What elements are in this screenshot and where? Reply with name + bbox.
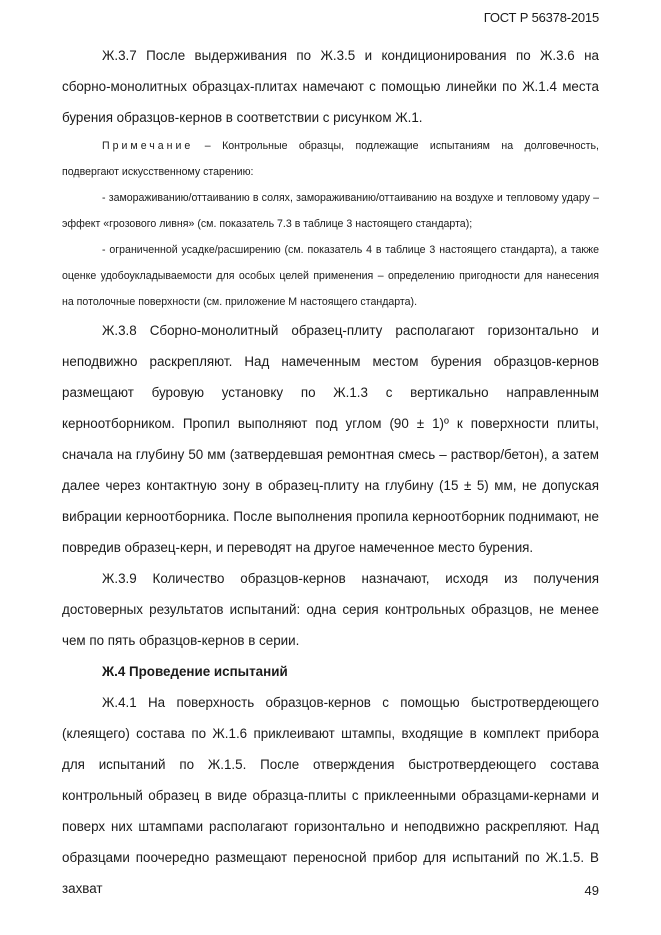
- note-paragraph: [62, 133, 599, 185]
- page-body: [62, 40, 599, 904]
- note-lead: Примечание: [102, 140, 194, 152]
- paragraph-zh-3-7: Ж.3.7 После выдерживания по Ж.3.5 и кондиционирования по Ж.3.6 на сборно-монолитных образцах-плитах намечают с помощью линейки по Ж.1.4 места бурения образцов-кернов в соответствии с рисунком Ж.1.: [62, 48, 599, 125]
- paragraph-zh-3-9: Ж.3.9 Количество образцов-кернов назначают, исходя из получения достоверных результатов испытаний: одна серия контрольных образцов, не менее чем по пять образцов-кернов в серии.: [62, 571, 599, 648]
- page-number: 49: [584, 883, 599, 898]
- paragraph-zh-4-1: Ж.4.1 На поверхность образцов-кернов с помощью быстротвердеющего (клеящего) состава по Ж.1.6 приклеивают штампы, входящие в комплект прибора для испытаний по Ж.1.5. После отверждения быстротвердеющего состава контрольный образец в виде образца-плиты с приклеенными образцами-кернами и поверх них штампами располагают горизонтально и неподвижно раскрепляют. Над образцами поочередно размещают переносной прибор для испытаний по Ж.1.5. В захват: [62, 695, 599, 896]
- note-item-2: - ограниченной усадке/расширению (см. показатель 4 в таблице 3 настоящего стандарта), а также оценке удобоукладываемости для особых целей применения – определению пригодности для нанесения на потолочные поверхности (см. приложение М настоящего стандарта).: [62, 244, 599, 308]
- paragraph-zh-3-8: Ж.3.8 Сборно-монолитный образец-плиту располагают горизонтально и неподвижно раскрепляют. Над намеченным местом бурения образцов-кернов размещают буровую установку по Ж.1.3 с вертикально направленным керноотборником. Пропил выполняют под углом (90 ± 1)º к поверхности плиты, сначала на глубину 50 мм (затвердевшая ремонтная смесь – раствор/бетон), а затем далее через контактную зону в образец-плиту на глубину (15 ± 5) мм, не допуская вибрации керноотборника. После выполнения пропила керноотборник поднимают, не повредив образец-керн, и переводят на другое намеченное место бурения.: [62, 323, 599, 555]
- note-text: – Контрольные образцы, подлежащие испытаниям на долговечность, подвергают искусственному старению:: [62, 140, 599, 178]
- section-heading-zh-4: Ж.4 Проведение испытаний: [102, 664, 288, 679]
- document-code: ГОСТ Р 56378-2015: [483, 10, 599, 25]
- note-item-1: - замораживанию/оттаиванию в солях, замораживанию/оттаиванию на воздухе и тепловому удару – эффект «грозового ливня» (см. показатель 7.3 в таблице 3 настоящего стандарта);: [62, 192, 599, 230]
